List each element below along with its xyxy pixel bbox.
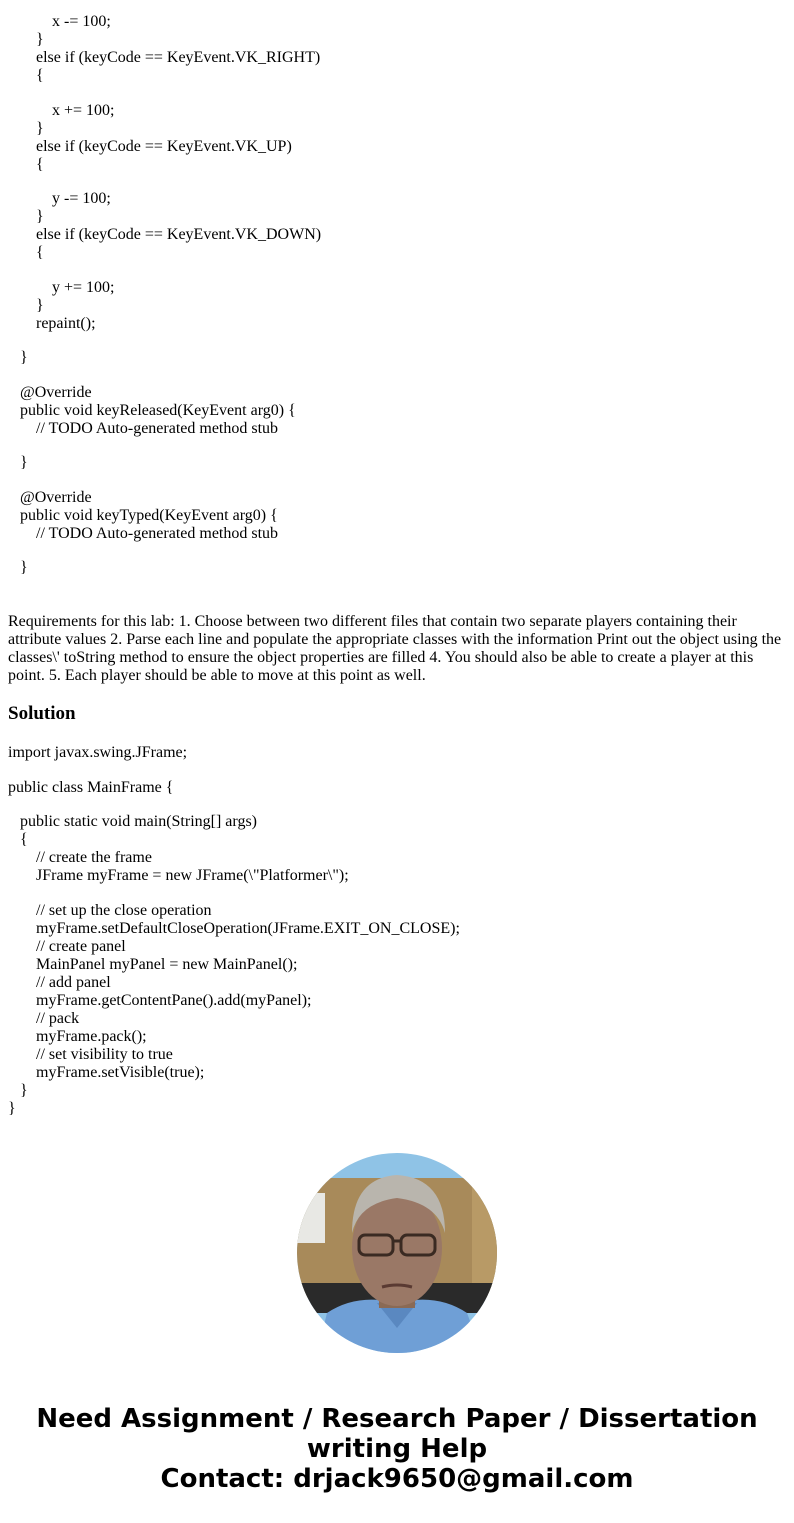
code-line: } — [36, 208, 44, 225]
code-line: // create the frame — [36, 849, 152, 866]
blank-line — [0, 797, 460, 814]
code-line: import javax.swing.JFrame; — [8, 744, 188, 761]
code-line: myFrame.getContentPane().add(myPanel); — [36, 991, 312, 1009]
code-line: myFrame.pack(); — [36, 1027, 147, 1045]
code-line: // create panel — [36, 937, 126, 955]
code-line: else if (keyCode == KeyEvent.VK_DOWN) — [36, 226, 322, 243]
code-line: } — [20, 559, 28, 576]
code-line: } — [20, 349, 28, 366]
blank-line — [0, 543, 321, 560]
code-line: else if (keyCode == KeyEvent.VK_RIGHT) — [36, 49, 321, 66]
code-line: y += 100; — [52, 278, 115, 296]
code-line: // set up the close operation — [36, 901, 212, 919]
blank-line — [0, 262, 321, 279]
code-line: { — [36, 67, 44, 84]
code-line: } — [20, 454, 28, 471]
code-line: } — [36, 296, 44, 314]
code-line: // TODO Auto-generated method stub — [36, 524, 279, 542]
code-line: public class MainFrame { — [8, 778, 174, 796]
code-line: MainPanel myPanel = new MainPanel(); — [36, 955, 298, 973]
blank-line — [0, 367, 321, 384]
code-line: myFrame.setDefaultCloseOperation(JFrame.EXIT_ON_CLOSE); — [36, 919, 460, 937]
code-line: x -= 100; — [52, 13, 111, 30]
blank-line — [0, 762, 460, 779]
code-line: public void keyTyped(KeyEvent arg0) { — [20, 506, 278, 524]
blank-line — [0, 174, 321, 191]
footer-line-3: Contact: drjack9650@gmail.com — [160, 1464, 634, 1494]
blank-line — [0, 85, 321, 102]
code-line: @Override — [20, 383, 92, 401]
code-line: public void keyReleased(KeyEvent arg0) { — [20, 401, 296, 419]
code-line: } — [36, 119, 44, 137]
code-line: // pack — [36, 1009, 80, 1027]
code-line: @Override — [20, 488, 92, 506]
blank-line — [0, 333, 321, 350]
code-block-key-handler — [0, 13, 321, 577]
code-line: } — [36, 31, 44, 48]
code-line: // add panel — [36, 973, 111, 991]
author-photo — [297, 1153, 497, 1353]
blank-line — [0, 472, 321, 489]
blank-line — [0, 438, 321, 455]
code-line: } — [8, 1099, 16, 1117]
code-line: // TODO Auto-generated method stub — [36, 419, 279, 437]
code-line: { — [36, 155, 44, 173]
code-line: else if (keyCode == KeyEvent.VK_UP) — [36, 137, 292, 155]
footer-line-2: writing Help — [306, 1434, 488, 1464]
code-line: repaint(); — [36, 314, 96, 332]
code-line: x += 100; — [52, 101, 115, 119]
code-line: { — [20, 831, 28, 848]
solution-heading: Solution — [8, 703, 76, 724]
code-line: y -= 100; — [52, 190, 111, 207]
code-line: { — [36, 244, 44, 261]
footer-line-1: Need Assignment / Research Paper / Dissertation — [36, 1404, 758, 1434]
code-line: public static void main(String[] args) — [20, 813, 257, 830]
code-line: // set visibility to true — [36, 1045, 173, 1063]
code-line: JFrame myFrame = new JFrame(\"Platformer\"); — [36, 867, 349, 884]
requirements-text: Requirements for this lab: 1. Choose between two different files that contain two separate players containing their attribute values 2. Parse each line and populate the appropriate classes with the information Print out the object using the classes\' toString method to ensure the object properties are filled 4. You should also be able to create a player at this point. 5. Each player should be able to move at this point as well. — [8, 613, 782, 684]
blank-line — [0, 885, 460, 902]
code-line: myFrame.setVisible(true); — [36, 1063, 205, 1081]
code-block-main-frame — [0, 744, 460, 1118]
code-line: } — [20, 1081, 28, 1099]
contact-banner — [0, 1404, 794, 1494]
